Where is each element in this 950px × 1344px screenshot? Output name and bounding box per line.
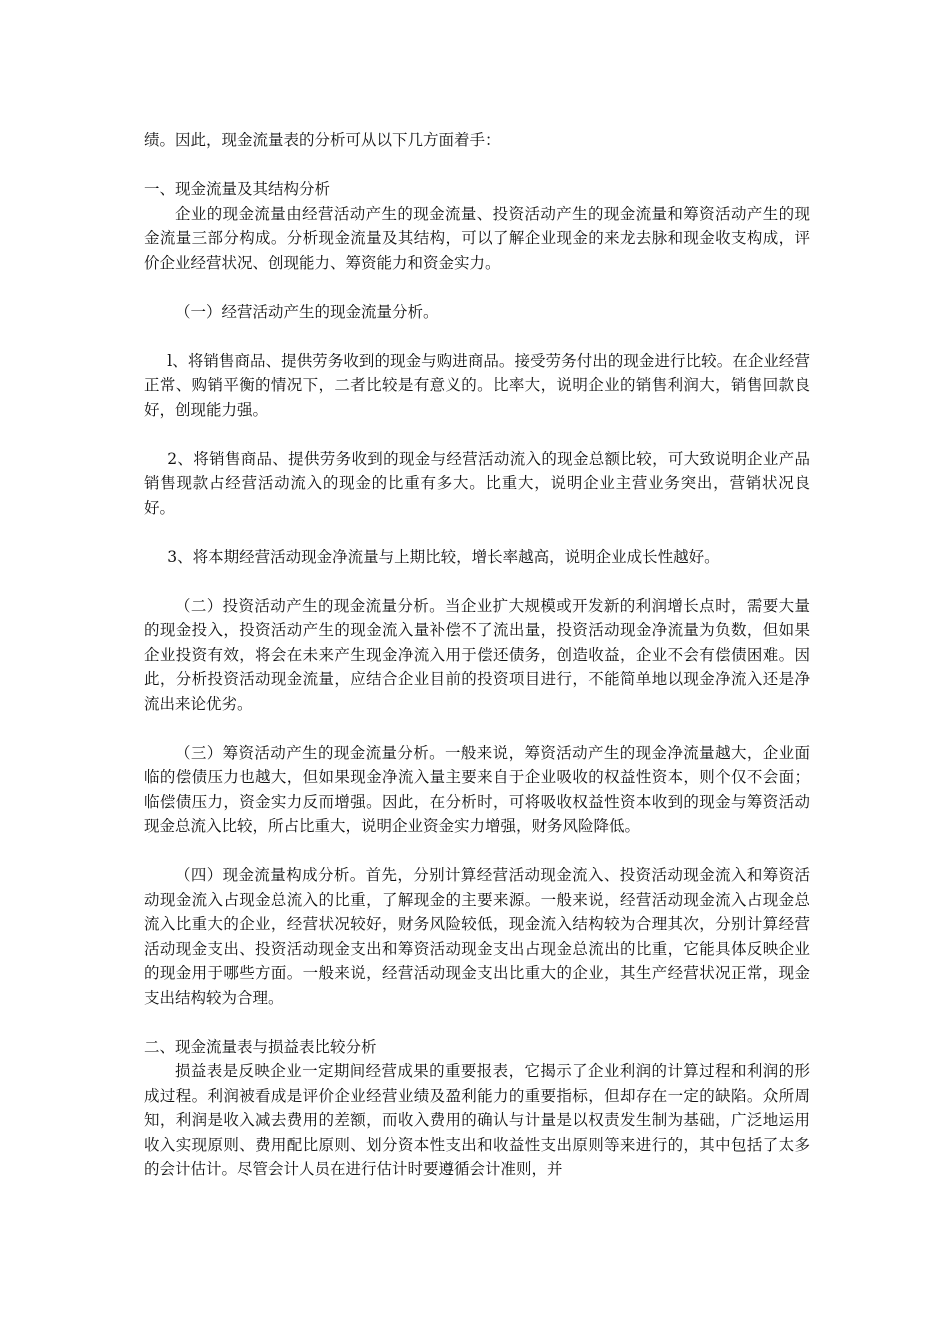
paragraph-gap: [144, 1010, 810, 1035]
document-body: [144, 128, 810, 1182]
paragraph-gap: [144, 520, 810, 545]
paragraph-gap: [144, 839, 810, 864]
paragraph-operating-3: 3、将本期经营活动现金净流量与上期比较，增长率越高，说明企业成长性越好。: [167, 547, 720, 566]
paragraph-gap: [144, 275, 810, 300]
paragraph-operating-1: l、将销售商品、提供劳务收到的现金与购进商品。接受劳务付出的现金进行比较。在企业经营正常、购销平衡的情况下，二者比较是有意义的。比率大，说明企业的销售利润大，销售回款良好，创现能力强。: [144, 351, 810, 419]
paragraph-gap: [144, 324, 810, 349]
section-heading-1: 一、现金流量及其结构分析: [144, 180, 331, 198]
paragraph-gap: [144, 716, 810, 741]
paragraph-investing: （二）投资活动产生的现金流量分析。当企业扩大规模或开发新的利润增长点时，需要大量的现金投入，投资活动产生的现金流入量补偿不了流出量，投资活动现金净流量为负数，但如果企业投资有效，将会在未来产生现金净流入用于偿还债务，创造收益，企业不会有偿债困难。因此，分析投资活动现金流量，应结合企业目前的投资项目进行，不能简单地以现金净流入还是净流出来论优劣。: [144, 596, 810, 713]
paragraph-income-statement: 损益表是反映企业一定期间经营成果的重要报表，它揭示了企业利润的计算过程和利润的形成过程。利润被看成是评价企业经营业绩及盈利能力的重要指标，但却存在一定的缺陷。众所周知，利润是收入减去费用的差额，而收入费用的确认与计量是以权责发生制为基础，广泛地运用收入实现原则、费用配比原则、划分资本性支出和收益性支出原则等来进行的，其中包括了太多的会计估计。尽管会计人员在进行估计时要遵循会计准则，并: [144, 1062, 810, 1178]
paragraph-operating-2: 2、将销售商品、提供劳务收到的现金与经营活动流入的现金总额比较，可大致说明企业产品销售现款占经营活动流入的现金的比重有多大。比重大，说明企业主营业务突出，营销状况良好。: [144, 449, 810, 517]
paragraph-financing: （三）筹资活动产生的现金流量分析。一般来说，筹资活动产生的现金净流量越大，企业面临的偿债压力也越大，但如果现金净流入量主要来自于企业吸收的权益性资本，则个仅不会面；临偿债压力，资金实力反而增强。因此，在分析时，可将吸收权益性资本收到的现金与筹资活动现金总流入比较，所占比重大，说明企业资金实力增强，财务风险降低。: [144, 743, 810, 835]
paragraph-gap: [144, 569, 810, 594]
paragraph-composition: （四）现金流量构成分析。首先，分别计算经营活动现金流入、投资活动现金流入和筹资活动现金流入占现金总流入的比重，了解现金的主要来源。一般来说，经营活动现金流入占现金总流入比重大的企业，经营状况较好，财务风险较低，现金流入结构较为合理其次，分别计算经营活动现金支出、投资活动现金支出和筹资活动现金支出占现金总流出的比重，它能具体反映企业的现金用于哪些方面。一般来说，经营活动现金支出比重大的企业，其生产经营状况正常，现金支出结构较为合理。: [144, 866, 810, 1007]
paragraph-gap: [144, 422, 810, 447]
paragraph-continuation: 绩。因此，现金流量表的分析可从以下几方面着手：: [144, 131, 501, 149]
paragraph-cashflow-structure: 企业的现金流量由经营活动产生的现金流量、投资活动产生的现金流量和筹资活动产生的现金流量三部分构成。分析现金流量及其结构，可以了解企业现金的来龙去脉和现金收支构成，评价企业经营状况、创现能力、筹资能力和资金实力。: [144, 204, 810, 272]
subheading-operating: （一）经营活动产生的现金流量分析。: [175, 302, 439, 321]
paragraph-gap: [144, 153, 810, 178]
section-heading-2: 二、现金流量表与损益表比较分析: [144, 1037, 377, 1056]
